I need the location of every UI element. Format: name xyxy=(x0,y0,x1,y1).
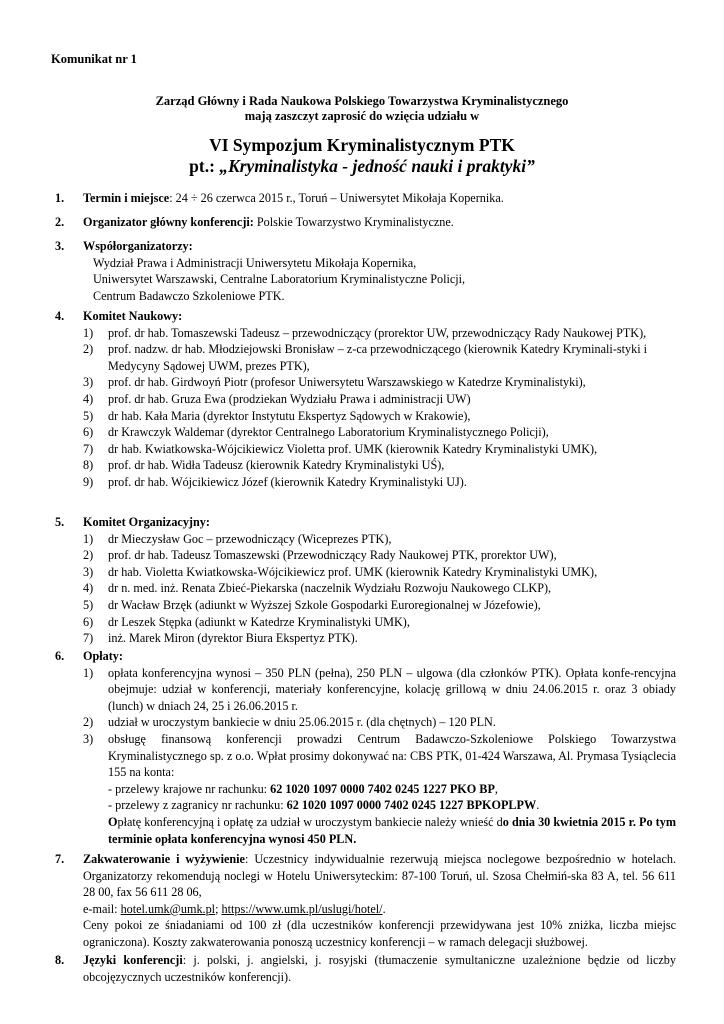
list-item: 1) opłata konferencyjna wynosi – 350 PLN (pełna), 250 PLN – ulgowa (dla członków PTK). Opłata konfe-rencyjna obejmuje: udział w konferencji, materiały konferencyjne, kolację grillową w dniu 24.06.2015 r. oraz 3 obiady (lunch) w dniach 24, 25 i 26.06.2015 r. xyxy=(83,665,676,713)
bank-account-foreign: - przelewy z zagranicy nr rachunku: 62 1020 1097 0000 7402 0245 1227 BPKOPLPW. xyxy=(108,798,540,813)
list-item: 6) dr Leszek Stępka (adiunkt w Katedrze Kryminalistyki UMK), xyxy=(83,614,410,629)
list-item: 6) dr Krawczyk Waldemar (dyrektor Centralnego Laboratorium Kryminalistycznego Policji), xyxy=(83,425,549,440)
title-line-1: VI Sympozjum Kryminalistycznym PTK xyxy=(209,135,515,155)
list-item: 2) prof. dr hab. Tadeusz Tomaszewski (Przewodniczący Rady Naukowej PTK, prorektor UW), xyxy=(83,548,557,563)
section-languages: 8. Języki konferencji: j. polski, j. angielski, j. rosyjski (tłumaczenie symultaniczne uzależnione będzie od liczby obcojęzycznych uczestników konferencji). xyxy=(55,953,676,984)
payment-deadline-note: Opłatę konferencyjną i opłatę za udział w uroczystym bankiecie należy wnieść do dnia 30 kwietnia 2015 r. Po tym terminie opłata konferencyjna wynosi 450 PLN. xyxy=(108,814,676,846)
list-item: 5) dr hab. Kała Maria (dyrektor Instytutu Ekspertyz Sądowych w Krakowie), xyxy=(83,408,471,423)
section-number: 8. xyxy=(55,953,65,967)
account-number: 62 1020 1097 0000 7402 0245 1227 BPKOPLPW xyxy=(286,798,537,813)
section-accommodation: 7. Zakwaterowanie i wyżywienie: Uczestnicy indywidualnie rezerwują miejsca noclegowe bezpośrednio w hotelach. Organizatorzy rekomendują noclegi w Hotelu Uniwersyteckim: 87-100 Toruń, ul. Szosa Chełmiń-ska 83 A, tel. 56 611 28 00, fax 56 611 28 06, e-mail: hotel.umk@umk.pl; https://www.umk.pl/uslugi/hotel/. Ceny pokoi ze śniadaniami od 100 zł (dla uczestników konferencji przewidywana jest 10% zniżka, liczba miejsc ograniczona). Koszty zakwaterowania ponoszą uczestnicy konferencji – w ramach delegacji służbowej. xyxy=(55,852,676,949)
section-label: Zakwaterowanie i wyżywienie xyxy=(83,852,245,866)
section-co-organizers xyxy=(55,238,676,304)
section-label: Komitet Naukowy: xyxy=(83,309,183,323)
section-text: Polskie Towarzystwo Kryminalistyczne. xyxy=(253,215,454,229)
section-number: 5. xyxy=(55,515,65,529)
title-prefix: pt.: xyxy=(189,156,220,176)
section-scientific-committee xyxy=(55,308,676,491)
co-organizer: Uniwersytet Warszawski, Centralne Laboratorium Kryminalistyczne Policji, xyxy=(93,272,466,287)
section-organizing-committee xyxy=(55,514,676,647)
list-item: 5) dr Wacław Brzęk (adiunkt w Wyższej Szkole Gospodarki Euroregionalnej w Józefowie), xyxy=(83,597,541,612)
symposium-title xyxy=(0,135,724,177)
list-item: 4) prof. dr hab. Gruza Ewa (prodziekan Wydziału Prawa i administracji UW) xyxy=(83,391,471,406)
list-item: 7) dr hab. Kwiatkowska-Wójcikiewicz Violetta prof. UMK (kierownik Katedry Kryminalistyki UMK), xyxy=(83,441,598,456)
section-label: Opłaty: xyxy=(83,649,123,663)
invitation-intro xyxy=(0,94,724,124)
section-number: 2. xyxy=(55,215,65,229)
list-item: 7) inż. Marek Miron (dyrektor Biura Ekspertyz PTK). xyxy=(83,631,358,646)
list-item: 9) prof. dr hab. Wójcikiewicz Józef (kierownik Katedry Kryminalistyki UJ). xyxy=(83,474,467,489)
co-organizer: Wydział Prawa i Administracji Uniwersytetu Mikołaja Kopernika, xyxy=(93,255,417,270)
hotel-contact: e-mail: hotel.umk@umk.pl; https://www.umk.pl/uslugi/hotel/. xyxy=(83,901,386,916)
title-subtitle: „Kryminalistyka - jedność nauki i praktyki” xyxy=(219,156,535,176)
list-item: 2) prof. nadzw. dr hab. Młodziejowski Bronisław – z-ca przewodniczącego (kierownik Katedry Kryminali-styki i Medycyny Sądowej UWM, prezes PTK), xyxy=(83,342,648,373)
section-number: 4. xyxy=(55,309,65,323)
section-number: 1. xyxy=(55,191,65,205)
intro-line-1: Zarząd Główny i Rada Naukowa Polskiego Towarzystwa Kryminalistycznego xyxy=(155,94,569,108)
co-organizer: Centrum Badawczo Szkoleniowe PTK. xyxy=(93,288,285,303)
section-label: Współorganizatorzy: xyxy=(83,239,193,253)
hotel-website-link[interactable]: https://www.umk.pl/uslugi/hotel/ xyxy=(221,901,383,916)
list-item: 3) obsługę finansową konferencji prowadzi Centrum Badawczo-Szkoleniowe Polskiego Towarzystwa Kryminalistycznego sp. z o.o. Wpłat prosimy dokonywać na: CBS PTK, 01-424 Warszawa, Al. Prymasa Tysiąclecia 155 na konta: xyxy=(83,731,676,780)
section-label: Komitet Organizacyjny: xyxy=(83,515,210,529)
section-label: Języki konferencji xyxy=(83,953,183,967)
title-line-2 xyxy=(0,156,724,177)
section-organizer xyxy=(55,214,676,231)
section-fees xyxy=(55,648,676,847)
list-item: 3) dr hab. Violetta Kwiatkowska-Wójcikiewicz prof. UMK (kierownik Katedry Kryminalistyki UMK), xyxy=(83,564,598,579)
section-number: 7. xyxy=(55,852,65,866)
room-prices: Ceny pokoi ze śniadaniami od 100 zł (dla uczestników konferencji przewidywana jest 10% zniżka, liczba miejsc ograniczona). Koszty zakwaterowania ponoszą uczestnicy konferencji – w ramach delegacji służbowej. xyxy=(83,918,676,949)
section-label: Termin i miejsce xyxy=(83,191,170,205)
bank-account-domestic: - przelewy krajowe nr rachunku: 62 1020 1097 0000 7402 0245 1227 PKO BP, xyxy=(108,781,498,796)
section-date-place xyxy=(55,190,676,207)
intro-line-2: mają zaszczyt zaprosić do wzięcia udziału w xyxy=(244,109,480,123)
announcement-number: Komunikat nr 1 xyxy=(51,52,137,66)
section-label: Organizator główny konferencji: xyxy=(83,215,254,229)
list-item: 1) dr Mieczysław Goc – przewodniczący (Wiceprezes PTK), xyxy=(83,531,392,546)
list-item: 1) prof. dr hab. Tomaszewski Tadeusz – przewodniczący (prorektor UW, przewodniczący Rady Naukowej PTK), xyxy=(83,325,647,340)
section-text: : 24 ÷ 26 czerwca 2015 r., Toruń – Uniwersytet Mikołaja Kopernika. xyxy=(169,191,504,205)
section-number: 3. xyxy=(55,239,65,253)
hotel-email-link[interactable]: hotel.umk@umk.pl xyxy=(120,901,216,916)
list-item: 3) prof. dr hab. Girdwoyń Piotr (profesor Uniwersytetu Warszawskiego w Katedrze Kryminalistyki), xyxy=(83,375,586,390)
list-item: 8) prof. dr hab. Widła Tadeusz (kierownik Katedry Kryminalistyki UŚ), xyxy=(83,458,445,473)
list-item: 2) udział w uroczystym bankiecie w dniu 25.06.2015 r. (dla chętnych) – 120 PLN. xyxy=(83,715,496,730)
account-number: 62 1020 1097 0000 7402 0245 1227 PKO BP xyxy=(270,781,495,796)
list-item: 4) dr n. med. inż. Renata Zbieć-Piekarska (naczelnik Wydziału Rozwoju Naukowego CLKP), xyxy=(83,581,552,596)
section-number: 6. xyxy=(55,649,65,663)
